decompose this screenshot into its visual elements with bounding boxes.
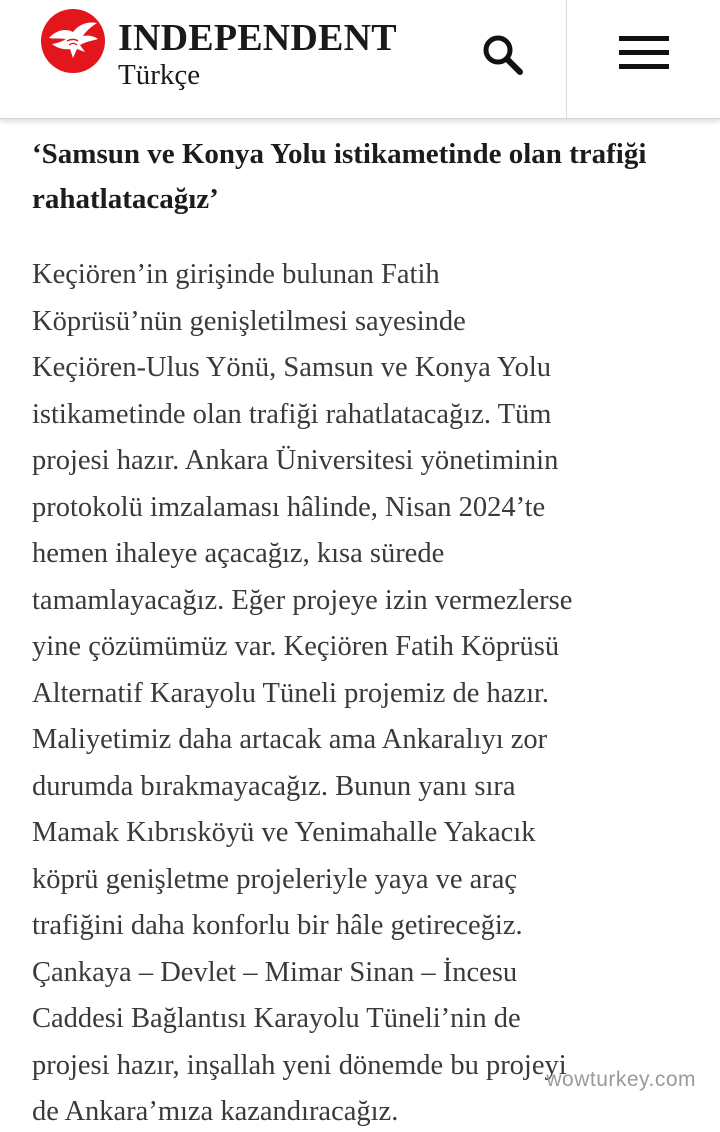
paragraph-line: Mamak Kıbrısköyü ve Yenimahalle Yakacık xyxy=(32,817,536,848)
paragraph-line: trafiğini daha konforlu bir hâle getireceğiz. xyxy=(32,910,523,941)
eagle-icon xyxy=(40,8,106,74)
paragraph-line: hemen ihaleye açacağız, kısa sürede xyxy=(32,538,445,569)
paragraph-line: köprü genişletme projeleriyle yaya ve araç xyxy=(32,863,518,895)
paragraph-line: protokolü imzalaması hâlinde, Nisan 2024’te xyxy=(32,491,546,523)
paragraph-line: projesi hazır, inşallah yeni dönemde bu projeyi xyxy=(32,1049,567,1081)
paragraph-line: Alternatif Karayolu Tüneli projemiz de hazır. xyxy=(32,677,550,709)
logo-subtitle: Türkçe xyxy=(118,59,201,91)
paragraph-line: de Ankara’mıza kazandıracağız. xyxy=(32,1096,399,1127)
paragraph-line: yine çözümümüz var. Keçiören Fatih Köprüsü xyxy=(32,631,560,662)
site-header xyxy=(0,0,720,119)
paragraph-line: Köprüsü’nün genişletilmesi sayesinde xyxy=(32,305,466,337)
article-subheading: ‘Samsun ve Konya Yolu istikametinde olan trafiği rahatlatacağız’ xyxy=(32,138,647,215)
header-divider xyxy=(566,0,567,118)
article-paragraph xyxy=(32,252,694,1132)
search-icon xyxy=(481,33,525,77)
logo-name: INDEPENDENT xyxy=(118,17,397,59)
paragraph-line: projesi hazır. Ankara Üniversitesi yönetiminin xyxy=(32,445,559,476)
watermark: wowturkey.com xyxy=(546,1068,696,1091)
menu-button[interactable] xyxy=(606,20,682,86)
paragraph-line: tamamlayacağız. Eğer projeye izin vermezlerse xyxy=(32,584,573,616)
paragraph-line: Çankaya – Devlet – Mimar Sinan – İncesu xyxy=(32,956,518,988)
site-logo[interactable] xyxy=(38,6,418,102)
paragraph-line: Keçiören’in girişinde bulunan Fatih xyxy=(32,259,440,290)
paragraph-line: Caddesi Bağlantısı Karayolu Tüneli’nin de xyxy=(32,1003,521,1034)
paragraph-line: istikametinde olan trafiği rahatlatacağız. Tüm xyxy=(32,398,552,430)
paragraph-line: Maliyetimiz daha artacak ama Ankaralıyı zor xyxy=(32,724,548,755)
paragraph-line: durumda bırakmayacağız. Bunun yanı sıra xyxy=(32,770,516,802)
search-button[interactable] xyxy=(470,22,536,88)
paragraph-line: Keçiören-Ulus Yönü, Samsun ve Konya Yolu xyxy=(32,352,552,383)
menu-icon xyxy=(618,33,670,73)
